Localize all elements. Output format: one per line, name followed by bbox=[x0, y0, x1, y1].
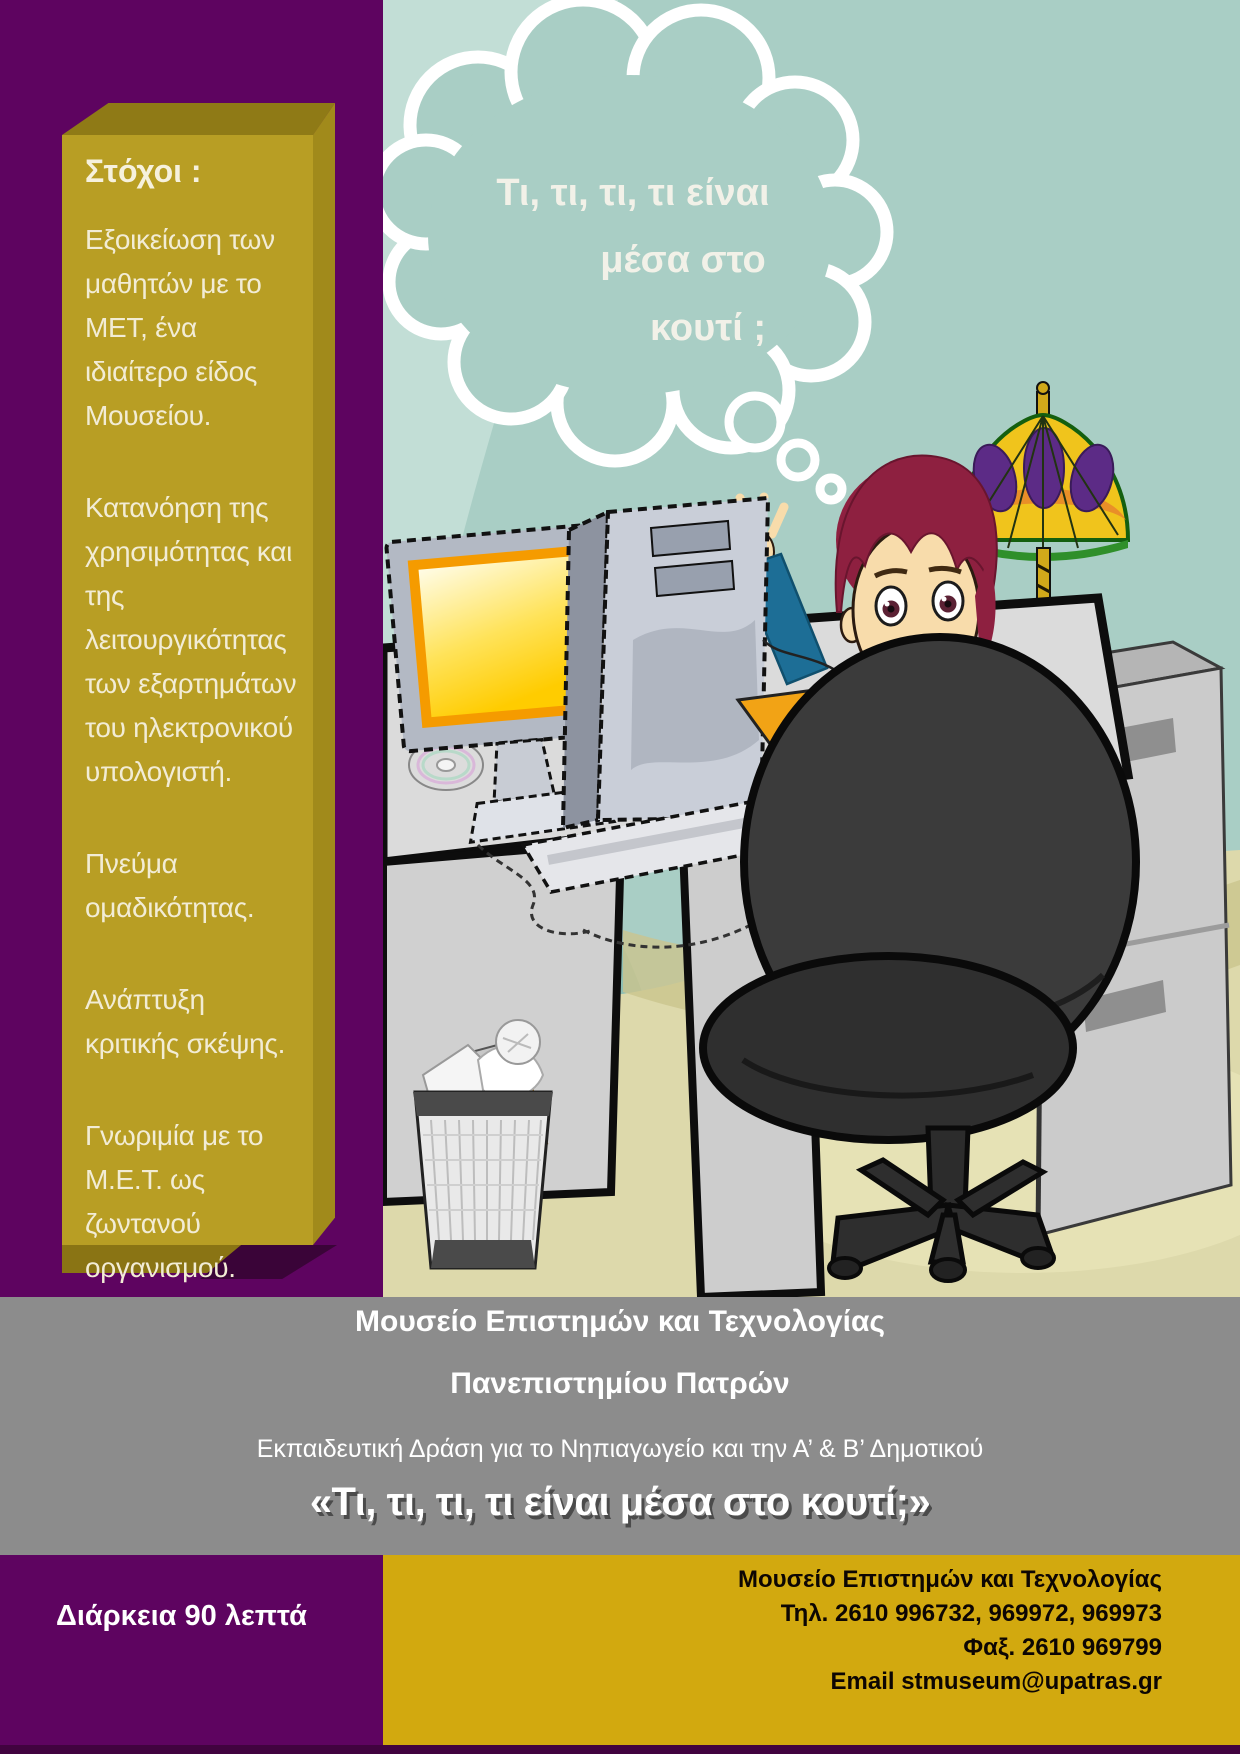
objectives-box-side-face bbox=[313, 103, 335, 1245]
objectives-box-top-face bbox=[62, 103, 335, 135]
contact-phone: Τηλ. 2610 996732, 969972, 969973 bbox=[780, 1600, 1162, 1627]
objectives-box bbox=[62, 135, 313, 1283]
objective-item: Κατανόηση της χρησιμότητας και της λειτουργικότητας των εξαρτημάτων του ηλεκτρονικού υπολογιστή. bbox=[85, 492, 297, 787]
contact-email: Email stmuseum@upatras.gr bbox=[830, 1668, 1162, 1695]
objective-item: Πνεύμα ομαδικότητας. bbox=[85, 848, 255, 923]
duration-label: Διάρκεια 90 λεπτά bbox=[56, 1600, 307, 1632]
desktop-tower bbox=[563, 498, 768, 828]
contact-museum-name: Μουσείο Επιστημών και Τεχνολογίας bbox=[738, 1566, 1162, 1593]
objective-item: Εξοικείωση των μαθητών με το ΜΕΤ, ένα ιδιαίτερο είδος Μουσείου. bbox=[85, 224, 275, 431]
footer-contact-block bbox=[383, 1555, 1240, 1745]
bubble-text-line3: κουτί ; bbox=[650, 307, 766, 349]
bottom-purple-strip bbox=[0, 1745, 1240, 1754]
objectives-title: Στόχοι : bbox=[85, 153, 202, 189]
program-subtitle: Εκπαιδευτική Δράση για το Νηπιαγωγείο και την Α’ & Β’ Δημοτικού bbox=[256, 1435, 984, 1463]
museum-name-line1: Μουσείο Επιστημών και Τεχνολογίας bbox=[355, 1305, 885, 1338]
computer-boy-illustration bbox=[383, 0, 1240, 1297]
objective-item: Γνωριμία με το Μ.Ε.Τ. ως ζωντανού οργανισμού. bbox=[85, 1120, 264, 1283]
museum-name-line2: Πανεπιστημίου Πατρών bbox=[450, 1367, 790, 1400]
bubble-text-line1: Τι, τι, τι, τι είναι bbox=[496, 172, 770, 214]
title-band bbox=[0, 1297, 1240, 1555]
objective-item: Ανάπτυξη κριτικής σκέψης. bbox=[85, 984, 286, 1059]
footer bbox=[0, 1555, 1240, 1745]
contact-fax: Φαξ. 2610 969799 bbox=[963, 1634, 1162, 1661]
bubble-text-line2: μέσα στο bbox=[600, 239, 766, 281]
program-headline: «Τι, τι, τι, τι είναι μέσα στο κουτί;» bbox=[309, 1480, 931, 1524]
